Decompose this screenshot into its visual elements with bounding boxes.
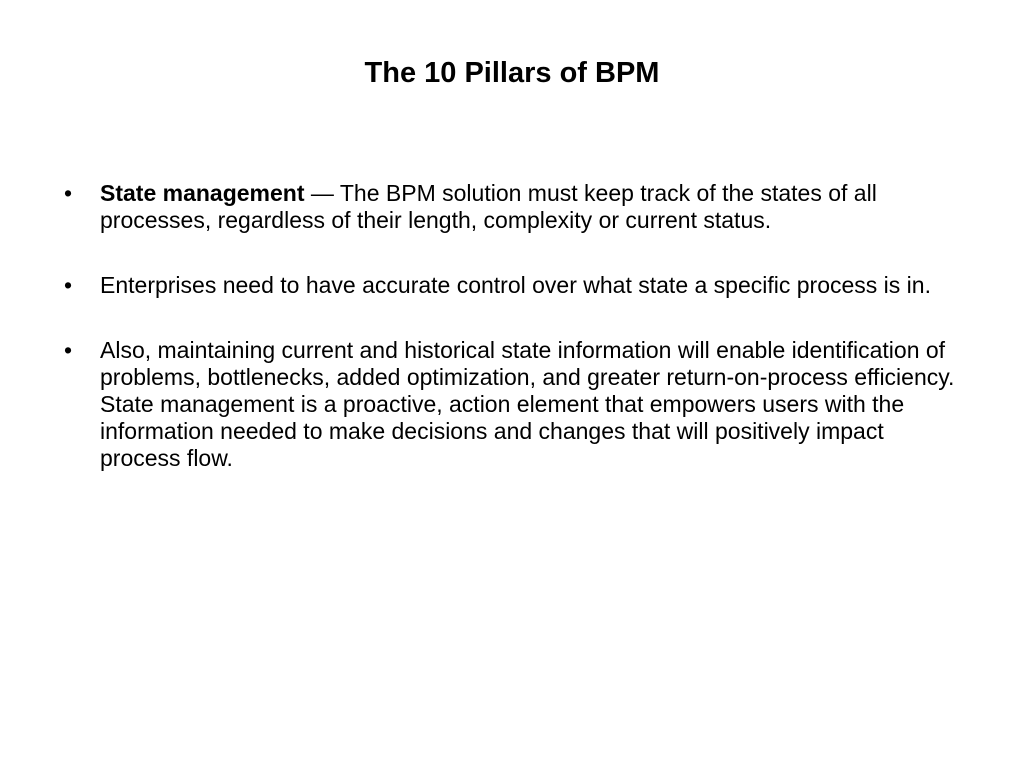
bullet-text (100, 272, 931, 298)
bullet-item (60, 180, 970, 234)
bullet-list (60, 180, 970, 510)
bullet-body: Also, maintaining current and historical state information will enable identification of problems, bottlenecks, added optimization, and greater return-on-process efficiency. State management is a proactive, action element that empowers users with the information needed to make decisions and changes that will positively impact process flow. (100, 337, 955, 471)
bullet-text (100, 180, 877, 233)
bullet-dot-icon: • (64, 272, 73, 298)
bullet-item (60, 337, 970, 472)
bullet-dot-icon: • (64, 337, 73, 363)
bullet-item (60, 272, 970, 299)
bullet-body: Enterprises need to have accurate control over what state a specific process is in. (100, 272, 931, 298)
bullet-dot-icon: • (64, 180, 73, 206)
bullet-bold-term: State management (100, 180, 305, 206)
slide-title: The 10 Pillars of BPM (364, 57, 660, 89)
bullet-body: — The BPM solution must keep track of the states of all processes, regardless of their length, complexity or current status. (100, 180, 877, 233)
bullet-text (100, 337, 954, 471)
